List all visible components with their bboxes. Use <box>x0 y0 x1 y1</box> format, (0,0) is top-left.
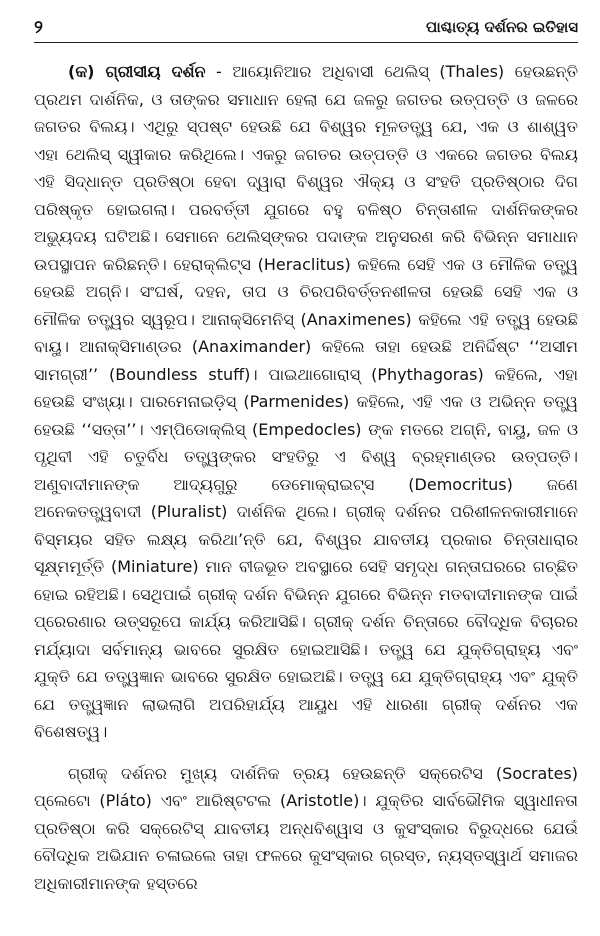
running-title: ପାଶ୍ଚାତ୍ୟ ଦର୍ଶନର ଇତିହାସ <box>425 18 578 36</box>
paragraph-greek-philosophy <box>34 58 578 746</box>
section-heading: (କ) ଗ୍ରୀସୀୟ ଦର୍ଶନ <box>68 62 206 81</box>
paragraph-text: - ଆୟୋନିଆର ଅଧିବାସୀ ଥେଲିସ୍ (Thales) ହେଉଛନ୍ତି ପ୍ରଥମ ଦାର୍ଶନିକ, ଓ ତାଙ୍କର ସମାଧାନ ହେଲା ଯେ ଜଳରୁ ଜଗତର ଉତ୍ପତ୍ତି ଓ ଜଳରେ ଜଗତର ବିଲୟ। ଏଥିରୁ ସ୍ପଷ୍ଟ ହେଉଛି ଯେ ବିଶ୍ୱର ମୂଳତତ୍ତ୍ୱ ଯେ, ଏକ ଓ ଶାଶ୍ୱତ ଏହା ଥେଲିସ୍ ସ୍ୱୀକାର କରିଥିଲେ। ଏକରୁ ଜଗତର ଉତ୍ପତ୍ତି ଓ ଏକରେ ଜଗତର ବିଲୟ ଏହି ସିଦ୍ଧାନ୍ତ ପ୍ରତିଷ୍ଠା ହେବା ଦ୍ୱାରା ବିଶ୍ୱର ଐକ୍ୟ ଓ ସଂହତି ପ୍ରତିଷ୍ଠାର ଦିଗ ପରିଷ୍କୃତ ହୋଇଗଲା। ପରବର୍ତ୍ତୀ ଯୁଗରେ ବହୁ ବଳିଷ୍ଠ ଚିନ୍ତାଶୀଳ ଦାର୍ଶନିକଙ୍କର ଅଭ୍ୟୁଦୟ ଘଟିଅଛି। ସେମାନେ ଥେଲିସ୍‌ଙ୍କର ପଦାଙ୍କ ଅନୁସରଣ କରି ବିଭିନ୍ନ ସମାଧାନ ଉପସ୍ଥାପନ କରିଛନ୍ତି। ହେରାକ୍ଲିଟ୍‌ସ (Heraclitus) କହିଲେ ସେହି ଏକ ଓ ମୌଳିକ ତତ୍ତ୍ୱ ହେଉଛି ଅଗ୍ନି। ସଂଘର୍ଷ, ଦହନ, ତାପ ଓ ଚିରପରିବର୍ତ୍ତନଶୀଳତା ହେଉଛି ସେହି ଏକ ଓ ମୌଳିକ ତତ୍ତ୍ୱର ସ୍ୱରୂପ। ଆନାକ୍‌ସିମେନିସ୍ (Anaximenes) କହିଲେ ଏହି ତତ୍ତ୍ୱ ହେଉଛି ବାୟୁ। ଆନାକ୍‌ସିମାଣ୍ଡର (Anaximander) କହିଲେ ତାହା ହେଉଛି ଅନିର୍ଦ୍ଦିଷ୍ଟ ‘‘ଅସୀମ ସାମଗ୍ରୀ’’ (Boundless stuff)। ପାଇଥାଗୋରାସ୍ (Phythagoras) କହିଲେ, ଏହା ହେଉଛି ସଂଖ୍ୟା। ପାରମେନାଇଡ଼ିସ୍ (Parmenides) କହିଲେ, ଏହି ଏକ ଓ ଅଭିନ୍ନ ତତ୍ତ୍ୱ ହେଉଛି ‘‘ସତ୍ତା’’। ଏମ୍ପିଡୋକ୍ଲିସ୍ (Empedocles) ଙ୍କ ମତରେ ଅଗ୍ନି, ବାୟୁ, ଜଳ ଓ ପୃଥିବୀ ଏହି ଚତୁର୍ବିଧ ତତ୍ତ୍ୱଙ୍କର ସଂହତିରୁ ଏ ବିଶ୍ୱ ବ୍ରହ୍ମାଣ୍ଡର ଉତ୍ପତ୍ତି। ଅଣୁବାଦୀମାନଙ୍କ ଆଦ୍ୟଗୁରୁ ଡେମୋକ୍ରାଇଟ୍‌ସ (Democritus) ଜଣେ ଅନେକତତ୍ତ୍ୱବାଦୀ (Pluralist) ଦାର୍ଶନିକ ଥିଲେ। ଗ୍ରୀକ୍ ଦର୍ଶନର ପରିଶୀଳନକାରୀମାନେ ବିସ୍ମୟର ସହିତ ଲକ୍ଷ୍ୟ କରିଥା’ନ୍ତି ଯେ, ବିଶ୍ୱର ଯାବତୀୟ ପ୍ରକାର ଚିନ୍ତାଧାରାର ସୂକ୍ଷ୍ମମୂର୍ତ୍ତି (Miniature) ମାନ ବୀଜଭୂତ ଅବସ୍ଥାରେ ସେହି ସମୃଦ୍ଧ ଗନ୍ତାଘରରେ ଗଚ୍ଛିତ ହୋଇ ରହିଅଛି। ସେଥିପାଇଁ ଗ୍ରୀକ୍ ଦର୍ଶନ ବିଭିନ୍ନ ଯୁଗରେ ବିଭିନ୍ନ ମତବାଦୀମାନଙ୍କ ପାଇଁ ପ୍ରେରଣାର ଉତ୍ସରୂପେ କାର୍ଯ୍ୟ କରିଆସିଛି। ଗ୍ରୀକ୍ ଦର୍ଶନ ଚିନ୍ତାରେ ବୌଦ୍ଧିକ ବିଚାରର ମର୍ଯ୍ୟାଦା ସର୍ବମାନ୍ୟ ଭାବରେ ସୁରକ୍ଷିତ ହୋଇଆସିଛି। ତତ୍ତ୍ୱ ଯେ ଯୁକ୍ତିଗ୍ରାହ୍ୟ ଏବଂ ଯୁକ୍ତି ଯେ ତତ୍ତ୍ୱଜ୍ଞାନ ଭାବରେ ସୁରକ୍ଷିତ ହୋଇଅଛି। ତତ୍ତ୍ୱ ଯେ ଯୁକ୍ତିଗ୍ରାହ୍ୟ ଏବଂ ଯୁକ୍ତି ଯେ ତତ୍ତ୍ୱଜ୍ଞାନ ଲାଭଲାଗି ଅପରିହାର୍ଯ୍ୟ ଆୟୁଧ ଏହି ଧାରଣା ଗ୍ରୀକ୍ ଦର୍ଶନର ଏକ ବିଶେଷତ୍ୱ। <box>34 62 578 741</box>
page-body <box>34 58 578 897</box>
page-header <box>34 12 578 43</box>
paragraph-major-philosophers <box>34 760 578 898</box>
paragraph-text: ଗ୍ରୀକ୍ ଦର୍ଶନର ମୁଖ୍ୟ ଦାର୍ଶନିକ ତ୍ରୟ ହେଉଛନ୍ତି ସକ୍ରେଟିସ (Socrates) ପ୍ଲେଟୋ (Pláto) ଏବଂ ଆରିଷ୍ଟଟଲ (Aristotle)। ଯୁକ୍ତିର ସାର୍ବଭୌମିକ ସ୍ୱାଧୀନତା ପ୍ରତିଷ୍ଠା କରି ସକ୍ରେଟିସ୍ ଯାବତୀୟ ଅନ୍ଧବିଶ୍ୱାସ ଓ କୁସଂସ୍କାର ବିରୁଦ୍ଧରେ ଯେଉଁ ବୌଦ୍ଧିକ ଅଭିଯାନ ଚଳାଇଲେ ତାହା ଫଳରେ କୁସଂସ୍କାର ଗ୍ରସ୍ତ, ନ୍ୟସ୍ତସ୍ୱାର୍ଥ ସମାଜର ଅଧିକାରୀମାନଙ୍କ ହସ୍ତରେ <box>34 763 578 893</box>
page-number: ୨ <box>34 16 43 38</box>
